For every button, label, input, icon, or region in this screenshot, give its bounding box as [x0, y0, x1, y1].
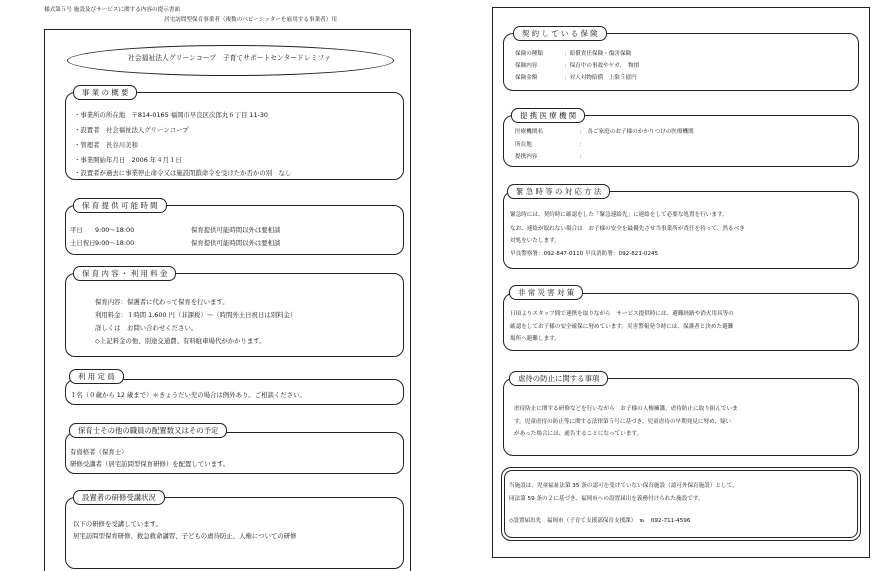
capacity-heading: 利 用 定 員 [69, 369, 124, 384]
training-heading: 設置者の研修受講状況 [73, 490, 165, 505]
hours-holiday-time: 9:00～18:00 [95, 239, 135, 247]
insurance-type-value: ：賠償責任保険・傷害保険 [564, 51, 632, 57]
disaster-heading: 非 常 災 害 対 策 [509, 285, 583, 300]
training-list: 居宅訪問型保育研修、救急救命講習、子どもの虐待防止、人権についての研修 [73, 532, 297, 540]
overview-address: ・事業所の所在地 〒814-0165 福岡市早良区次郎丸６丁目 11-30 [74, 111, 268, 119]
registration-notice-box [504, 470, 858, 538]
form-number: 様式第５号 施設及びサービスに関する内容の提示書面 [44, 7, 181, 13]
medical-partnership-label: 提携内容 [515, 154, 538, 160]
disaster-line-1: 日頃よりスタッフ間で連携を取りながら サービス提供時には、避難経路や消火用具等の [510, 311, 734, 317]
insurance-amount-label: 保険金額 [515, 75, 538, 81]
emergency-line-3: 対処をいたします。 [510, 238, 560, 244]
medical-partnership-value: ： [579, 154, 585, 160]
emergency-phone-numbers: 早良警察署：092-847-0110 早良消防署：092-821-0245 [510, 251, 659, 257]
emergency-line-2: なお、連絡が取れない場合は お子様の安全を最優先させ当事業所が責任を持って、然るべき [510, 226, 745, 232]
emergency-line-1: 緊急時には、契約時に確認をした「緊急連絡先」に連絡をして必要な処置を行います。 [510, 212, 728, 218]
insurance-amount-value: ：対人対物賠償 上限５億円 [564, 75, 637, 81]
insurance-content-value: ：保育中の事故やケガ、 物損 [564, 63, 640, 69]
capacity-text: １名（０歳から 12 歳まで）＊きょうだい児の場合は例外あり。ご相談ください。 [70, 391, 306, 399]
medical-address-value: ： [579, 142, 585, 148]
registration-line-1: 当施設は、児童福祉法第 35 条の認可を受けていない保育施設（認可外保育施設）として、 [509, 483, 738, 489]
organization-title: 社会福祉法人グリーンコープ 子育てサポートセンタードレミファ [128, 54, 331, 62]
abuse-prevention-section [503, 378, 859, 456]
fee-detail: 利用料金：１時間 1,600 円（非課税）～（時間外土日祝日は別料金） [95, 311, 297, 319]
staffing-qualified: 有資格者（保育士） [70, 448, 128, 456]
training-section [65, 497, 404, 569]
business-overview-heading: 事 業 の 概 要 [73, 85, 137, 100]
left-page [44, 29, 411, 571]
overview-start-date: ・事業開始年月日 2006 年４月１日 [74, 156, 182, 164]
abuse-line-2: す。児童虐待の防止等に関する法律第５号に基づき、児童虐待の早期発見に努め、疑い [514, 419, 732, 425]
medical-name-value: ： 各ご家庭のお子様のかかりつけの医療機関 [579, 129, 694, 135]
insurance-type-label: 保険の種類 [515, 51, 543, 57]
disaster-line-2: 確認をしてお子様の安全確保に努めています。災害警報発令時には、保護者と決めた避難 [510, 324, 734, 330]
insurance-section [503, 33, 859, 91]
overview-manager: ・管理者 長谷川美和 [74, 141, 138, 149]
hours-weekday-label: 平日 [70, 226, 83, 234]
care-content-fee-section [65, 273, 404, 357]
abuse-prevention-heading: 虐待の防止に関する事項 [509, 371, 608, 386]
disaster-line-3: 場所へ避難します。 [510, 336, 560, 342]
registration-line-2: 同法第 59 条の２に基づき、福岡市への設置届出を義務付けられた施設です。 [509, 496, 704, 502]
emergency-section [503, 191, 859, 269]
right-page [492, 7, 870, 558]
insurance-content-label: 保険内容 [515, 63, 538, 69]
training-intro: 以下の研修を受講しています。 [73, 520, 162, 528]
insurance-heading: 契 約 し て い る 保 険 [513, 26, 607, 41]
fee-extra-costs: ◇上記料金の他、別途交通費、有料駐車場代がかかります。 [95, 337, 266, 345]
overview-founder: ・設置者 社会福祉法人グリーンコープ [74, 126, 189, 134]
staffing-trainees: 研修受講者（居宅訪問型保育研修）を配置しています。 [70, 460, 230, 468]
hours-holiday-note: 保育提供可能時間以外は要相談 [191, 239, 281, 247]
form-subtitle: 居宅訪問型保育事業者（複数のベビーシッターを雇用する事業者）用 [164, 17, 337, 23]
overview-suspension: ・設置者が過去に事業停止命令又は施設閉鎖命令を受けたか否かの別 なし [74, 169, 292, 177]
staffing-heading: 保育士その他の職員の配置数又はその予定 [69, 423, 227, 438]
hours-weekday-note: 保育提供可能時間以外は要相談 [191, 226, 281, 234]
medical-name-label: 医療機関名 [515, 129, 543, 135]
hours-weekday-time: 9:00～18:00 [95, 226, 135, 234]
abuse-line-1: 虐待防止に関する研修などを行いながら お子様の人権擁護、虐待防止に取り組んでいま [514, 406, 738, 412]
registration-contact: ◇設置届出先 福岡市（子育て支援部保育支援課） ℡ 092-711-4596 [509, 518, 691, 524]
business-overview-section [65, 92, 404, 180]
care-content-fee-heading: 保 育 内 容 ・ 利 用 料 金 [73, 266, 176, 281]
hours-holiday-label: 土日祝日 [70, 239, 96, 247]
emergency-heading: 緊 急 時 等 の 対 応 方 法 [507, 184, 610, 199]
disaster-section [503, 293, 859, 351]
medical-address-label: 所在地 [515, 142, 532, 148]
abuse-line-3: があった場合には、通告することになっています。 [514, 431, 643, 437]
medical-heading: 提 携 医 療 機 関 [511, 108, 585, 123]
care-content: 保育内容：保護者に代わって保育を行います。 [95, 298, 229, 306]
service-hours-heading: 保 育 提 供 可 能 時 間 [73, 198, 167, 213]
fee-inquiry: 詳しくは お問い合わせください。 [95, 324, 198, 332]
staffing-section [65, 432, 404, 474]
